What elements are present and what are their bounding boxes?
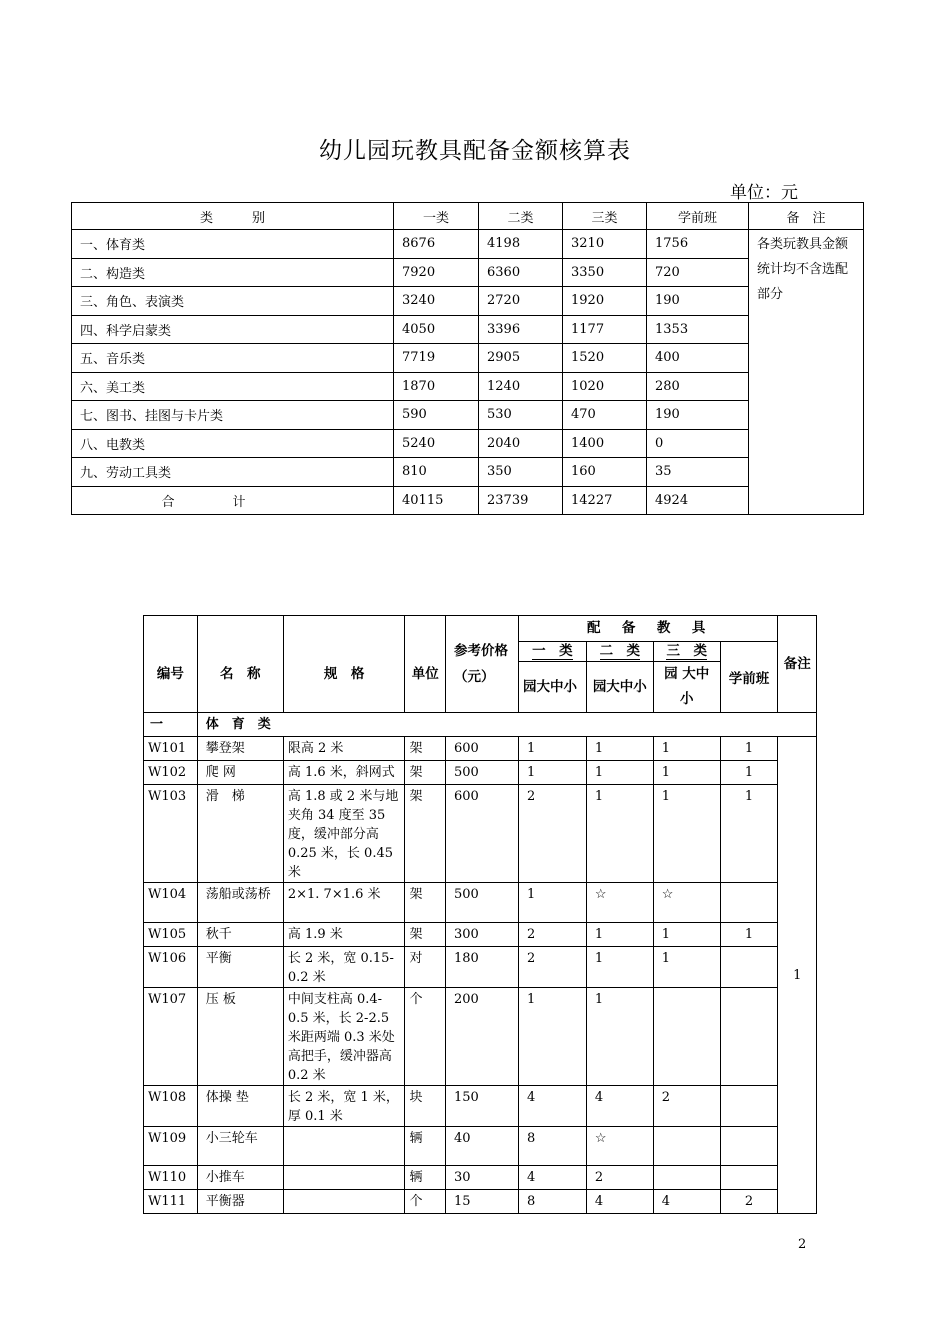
equip-cell-c1: 1	[518, 737, 586, 761]
summary-cell-pre: 35	[647, 458, 749, 487]
equip-cell-unit: 架	[405, 785, 446, 883]
summary-cell-pre: 0	[647, 429, 749, 458]
summary-header-c3: 三类	[563, 203, 647, 230]
equip-header-c3-label: 三 类	[666, 643, 707, 659]
equip-cell-spec: 高 1.9 米	[283, 923, 405, 947]
equip-cell-c2: 1	[586, 785, 653, 883]
equip-cell-c1: 8	[518, 1127, 586, 1166]
summary-cell-c2: 350	[479, 458, 563, 487]
equip-cell-spec: 中间支柱高 0.4-0.5 米，长 2-2.5 米距两端 0.3 米处高把手，缓冲器高 0.2 米	[283, 988, 405, 1086]
equip-row	[144, 947, 817, 988]
equip-cell-c3: 1	[653, 761, 720, 785]
equip-cell-spec	[283, 1166, 405, 1190]
equip-header-c1	[518, 642, 586, 662]
equip-cell-c1: 1	[518, 883, 586, 923]
equip-cell-name: 荡船或荡桥	[197, 883, 283, 923]
equip-cell-spec: 长 2 米，宽 1 米，厚 0.1 米	[283, 1086, 405, 1127]
equip-header-c2-sub: 园大中小	[586, 662, 653, 713]
equip-header-unit: 单位	[405, 616, 446, 713]
summary-header-pre: 学前班	[647, 203, 749, 230]
equip-cell-c1: 1	[518, 761, 586, 785]
summary-cell-c1: 590	[394, 401, 479, 430]
equip-row	[144, 1086, 817, 1127]
equip-header-c2-label: 二 类	[599, 643, 641, 659]
equip-header-code: 编号	[144, 616, 198, 713]
equip-cell-c2: 1	[586, 947, 653, 988]
equip-cell-c1: 2	[518, 947, 586, 988]
summary-cell-c3: 470	[563, 401, 647, 430]
equip-cell-code: W109	[144, 1127, 198, 1166]
equip-cell-code: W104	[144, 883, 198, 923]
equip-cell-code: W103	[144, 785, 198, 883]
equip-cell-code: W106	[144, 947, 198, 988]
summary-cell-name: 九、劳动工具类	[72, 458, 394, 487]
summary-cell-name: 五、音乐类	[72, 344, 394, 373]
summary-cell-pre: 400	[647, 344, 749, 373]
equip-cell-unit: 对	[405, 947, 446, 988]
equip-cell-name: 平衡	[197, 947, 283, 988]
equip-cell-name: 小推车	[197, 1166, 283, 1190]
equip-cell-unit: 架	[405, 883, 446, 923]
summary-header-c2: 二类	[479, 203, 563, 230]
equip-header-c1-label: 一 类	[532, 643, 573, 659]
equip-cell-unit: 个	[405, 1190, 446, 1214]
equip-cell-code: W111	[144, 1190, 198, 1214]
equip-cell-c3: 4	[653, 1190, 720, 1214]
summary-total-c1: 40115	[394, 486, 479, 515]
equip-cell-price: 150	[446, 1086, 519, 1127]
equip-cell-c1: 2	[518, 785, 586, 883]
summary-cell-c1: 3240	[394, 287, 479, 316]
equip-cell-c3	[653, 1166, 720, 1190]
equip-section-name: 体 育 类	[197, 713, 816, 737]
equip-cell-spec	[283, 1127, 405, 1166]
summary-cell-c1: 810	[394, 458, 479, 487]
summary-row	[72, 372, 864, 401]
summary-row	[72, 344, 864, 373]
equip-cell-name: 小三轮车	[197, 1127, 283, 1166]
equip-cell-code: W107	[144, 988, 198, 1086]
summary-row	[72, 287, 864, 316]
equip-cell-code: W108	[144, 1086, 198, 1127]
summary-header-row	[72, 203, 864, 230]
summary-total-c3: 14227	[563, 486, 647, 515]
equip-cell-c2: 4	[586, 1190, 653, 1214]
summary-cell-c2: 1240	[479, 372, 563, 401]
equip-cell-code: W110	[144, 1166, 198, 1190]
summary-row	[72, 258, 864, 287]
equip-note-cell: 1	[778, 737, 817, 1214]
equip-header-name: 名 称	[197, 616, 283, 713]
equip-cell-unit: 架	[405, 737, 446, 761]
equip-cell-pre: 2	[720, 1190, 778, 1214]
equip-cell-unit: 个	[405, 988, 446, 1086]
equip-cell-c3: ☆	[653, 883, 720, 923]
equip-cell-code: W105	[144, 923, 198, 947]
equip-cell-price: 300	[446, 923, 519, 947]
equip-header-row	[144, 616, 817, 642]
equip-cell-c2: 1	[586, 737, 653, 761]
equip-row	[144, 988, 817, 1086]
summary-cell-c2: 2720	[479, 287, 563, 316]
equip-cell-c2: ☆	[586, 1127, 653, 1166]
summary-cell-pre: 1353	[647, 315, 749, 344]
equip-cell-name: 秋千	[197, 923, 283, 947]
summary-row	[72, 315, 864, 344]
equip-row	[144, 785, 817, 883]
summary-cell-pre: 190	[647, 401, 749, 430]
equip-row	[144, 883, 817, 923]
equip-cell-unit: 辆	[405, 1166, 446, 1190]
equip-section-num: 一	[144, 713, 198, 737]
equip-cell-name: 体操 垫	[197, 1086, 283, 1127]
summary-cell-c3: 1920	[563, 287, 647, 316]
equip-cell-spec: 高 1.6 米，斜网式	[283, 761, 405, 785]
equip-cell-price: 500	[446, 883, 519, 923]
equip-cell-c3: 1	[653, 947, 720, 988]
equip-cell-c2: 1	[586, 988, 653, 1086]
summary-table	[71, 202, 864, 515]
equip-cell-pre	[720, 1127, 778, 1166]
summary-cell-c3: 1020	[563, 372, 647, 401]
equip-header-pre: 学前班	[720, 642, 778, 713]
summary-cell-pre: 720	[647, 258, 749, 287]
equip-cell-unit: 架	[405, 923, 446, 947]
equip-cell-pre	[720, 947, 778, 988]
equip-cell-c3: 2	[653, 1086, 720, 1127]
summary-cell-name: 七、图书、挂图与卡片类	[72, 401, 394, 430]
summary-cell-c2: 2040	[479, 429, 563, 458]
equip-header-spec: 规 格	[283, 616, 405, 713]
summary-cell-c2: 3396	[479, 315, 563, 344]
equip-cell-c2: ☆	[586, 883, 653, 923]
equip-section-row	[144, 713, 817, 737]
summary-total-pre: 4924	[647, 486, 749, 515]
unit-label: 单位：元	[730, 183, 798, 203]
equip-cell-spec: 长 2 米，宽 0.15-0.2 米	[283, 947, 405, 988]
equip-cell-name: 平衡器	[197, 1190, 283, 1214]
equip-cell-c1: 4	[518, 1086, 586, 1127]
summary-cell-c2: 6360	[479, 258, 563, 287]
page-number: 2	[798, 1237, 807, 1252]
equip-cell-pre	[720, 883, 778, 923]
equip-cell-pre: 1	[720, 737, 778, 761]
summary-row	[72, 401, 864, 430]
equip-header-c2	[586, 642, 653, 662]
equip-cell-spec	[283, 1190, 405, 1214]
equip-header-note: 备注	[778, 616, 817, 713]
summary-row	[72, 429, 864, 458]
summary-row	[72, 230, 864, 259]
summary-header-c1: 一类	[394, 203, 479, 230]
summary-cell-c2: 4198	[479, 230, 563, 259]
summary-cell-c3: 1177	[563, 315, 647, 344]
summary-cell-name: 一、体育类	[72, 230, 394, 259]
summary-note: 各类玩教具金额统计均不含选配部分	[749, 230, 864, 515]
equip-cell-price: 200	[446, 988, 519, 1086]
equip-cell-code: W102	[144, 761, 198, 785]
equip-cell-price: 600	[446, 785, 519, 883]
summary-cell-pre: 280	[647, 372, 749, 401]
summary-total-label: 合计	[72, 486, 394, 515]
equip-cell-spec: 2×1. 7×1.6 米	[283, 883, 405, 923]
equip-cell-price: 500	[446, 761, 519, 785]
equip-cell-c1: 2	[518, 923, 586, 947]
equip-cell-c1: 1	[518, 988, 586, 1086]
equip-header-c3	[653, 642, 720, 662]
equip-cell-price: 180	[446, 947, 519, 988]
equip-cell-pre: 1	[720, 923, 778, 947]
summary-cell-c3: 3210	[563, 230, 647, 259]
equip-cell-name: 压 板	[197, 988, 283, 1086]
equip-cell-c3: 1	[653, 923, 720, 947]
equip-row	[144, 923, 817, 947]
equip-row	[144, 761, 817, 785]
equip-cell-spec: 高 1.8 或 2 米与地夹角 34 度至 35 度，缓冲部分高 0.25 米，长 0.45 米	[283, 785, 405, 883]
equip-cell-name: 爬 网	[197, 761, 283, 785]
summary-cell-pre: 1756	[647, 230, 749, 259]
summary-row	[72, 458, 864, 487]
equip-cell-c3: 1	[653, 737, 720, 761]
equip-cell-c1: 4	[518, 1166, 586, 1190]
equip-row	[144, 737, 817, 761]
equip-cell-c2: 1	[586, 761, 653, 785]
summary-cell-c1: 7719	[394, 344, 479, 373]
equip-row	[144, 1127, 817, 1166]
equipment-table	[143, 615, 817, 1214]
equip-row	[144, 1190, 817, 1214]
summary-cell-c3: 1520	[563, 344, 647, 373]
equip-cell-pre	[720, 1166, 778, 1190]
equip-header-c1-sub: 园大中小	[518, 662, 586, 713]
summary-total-row	[72, 486, 864, 515]
equip-cell-c2: 2	[586, 1166, 653, 1190]
summary-cell-c3: 160	[563, 458, 647, 487]
summary-cell-c3: 3350	[563, 258, 647, 287]
equip-cell-c2: 1	[586, 923, 653, 947]
equip-cell-c2: 4	[586, 1086, 653, 1127]
equip-cell-code: W101	[144, 737, 198, 761]
equip-header-group: 配 备 教 具	[518, 616, 777, 642]
equip-cell-unit: 辆	[405, 1127, 446, 1166]
equip-cell-price: 600	[446, 737, 519, 761]
equip-cell-c1: 8	[518, 1190, 586, 1214]
equip-row	[144, 1166, 817, 1190]
equip-cell-pre	[720, 988, 778, 1086]
summary-total-c2: 23739	[479, 486, 563, 515]
summary-cell-c1: 7920	[394, 258, 479, 287]
equip-cell-pre: 1	[720, 785, 778, 883]
equip-cell-c3: 1	[653, 785, 720, 883]
equip-cell-name: 攀登架	[197, 737, 283, 761]
summary-cell-name: 六、美工类	[72, 372, 394, 401]
page-title: 幼儿园玩教具配备金额核算表	[319, 138, 631, 164]
summary-header-note: 备 注	[749, 203, 864, 230]
summary-cell-c1: 4050	[394, 315, 479, 344]
summary-cell-c1: 5240	[394, 429, 479, 458]
equip-cell-c3	[653, 1127, 720, 1166]
summary-cell-name: 四、科学启蒙类	[72, 315, 394, 344]
summary-cell-pre: 190	[647, 287, 749, 316]
summary-header-category: 类 别	[72, 203, 394, 230]
equip-cell-name: 滑 梯	[197, 785, 283, 883]
equip-cell-price: 30	[446, 1166, 519, 1190]
equip-cell-c3	[653, 988, 720, 1086]
summary-cell-c3: 1400	[563, 429, 647, 458]
summary-cell-c1: 8676	[394, 230, 479, 259]
equip-cell-spec: 限高 2 米	[283, 737, 405, 761]
equip-cell-pre	[720, 1086, 778, 1127]
equip-cell-unit: 架	[405, 761, 446, 785]
summary-cell-c2: 530	[479, 401, 563, 430]
summary-cell-name: 二、构造类	[72, 258, 394, 287]
equip-cell-price: 15	[446, 1190, 519, 1214]
equip-cell-unit: 块	[405, 1086, 446, 1127]
summary-cell-name: 八、电教类	[72, 429, 394, 458]
summary-cell-name: 三、角色、表演类	[72, 287, 394, 316]
equip-header-c3-sub: 园 大中小	[653, 662, 720, 713]
summary-cell-c1: 1870	[394, 372, 479, 401]
equip-cell-pre: 1	[720, 761, 778, 785]
equip-header-price: 参考价格（元）	[446, 616, 519, 713]
summary-cell-c2: 2905	[479, 344, 563, 373]
equip-cell-price: 40	[446, 1127, 519, 1166]
